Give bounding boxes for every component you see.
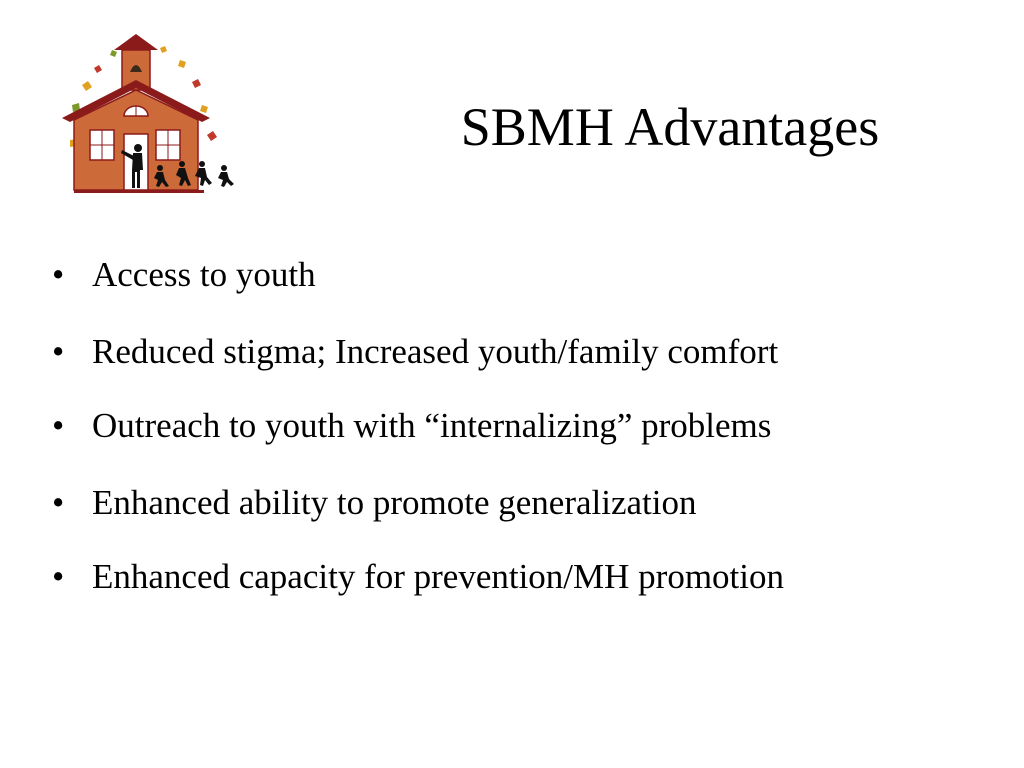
bullet-list	[52, 256, 992, 596]
bullet-glyph: •	[52, 332, 65, 371]
bullet-glyph: •	[52, 406, 65, 445]
slide-title: SBMH Advantages	[460, 97, 880, 157]
bullet-item	[52, 256, 992, 294]
bullet-text: Reduced stigma; Increased youth/family comfort	[92, 332, 779, 371]
bullet-item	[52, 407, 992, 445]
bullet-item	[52, 333, 992, 371]
bullet-item	[52, 558, 992, 596]
bullet-text: Enhanced capacity for prevention/MH promotion	[92, 557, 785, 596]
bullet-glyph: •	[52, 483, 65, 522]
bullet-glyph: •	[52, 255, 65, 294]
bullet-text: Enhanced ability to promote generalization	[92, 483, 697, 522]
bullet-text: Access to youth	[92, 255, 316, 294]
schoolhouse-icon	[52, 30, 248, 202]
bullet-glyph: •	[52, 557, 65, 596]
bullet-item	[52, 484, 992, 522]
bullet-text: Outreach to youth with “internalizing” problems	[92, 406, 772, 445]
